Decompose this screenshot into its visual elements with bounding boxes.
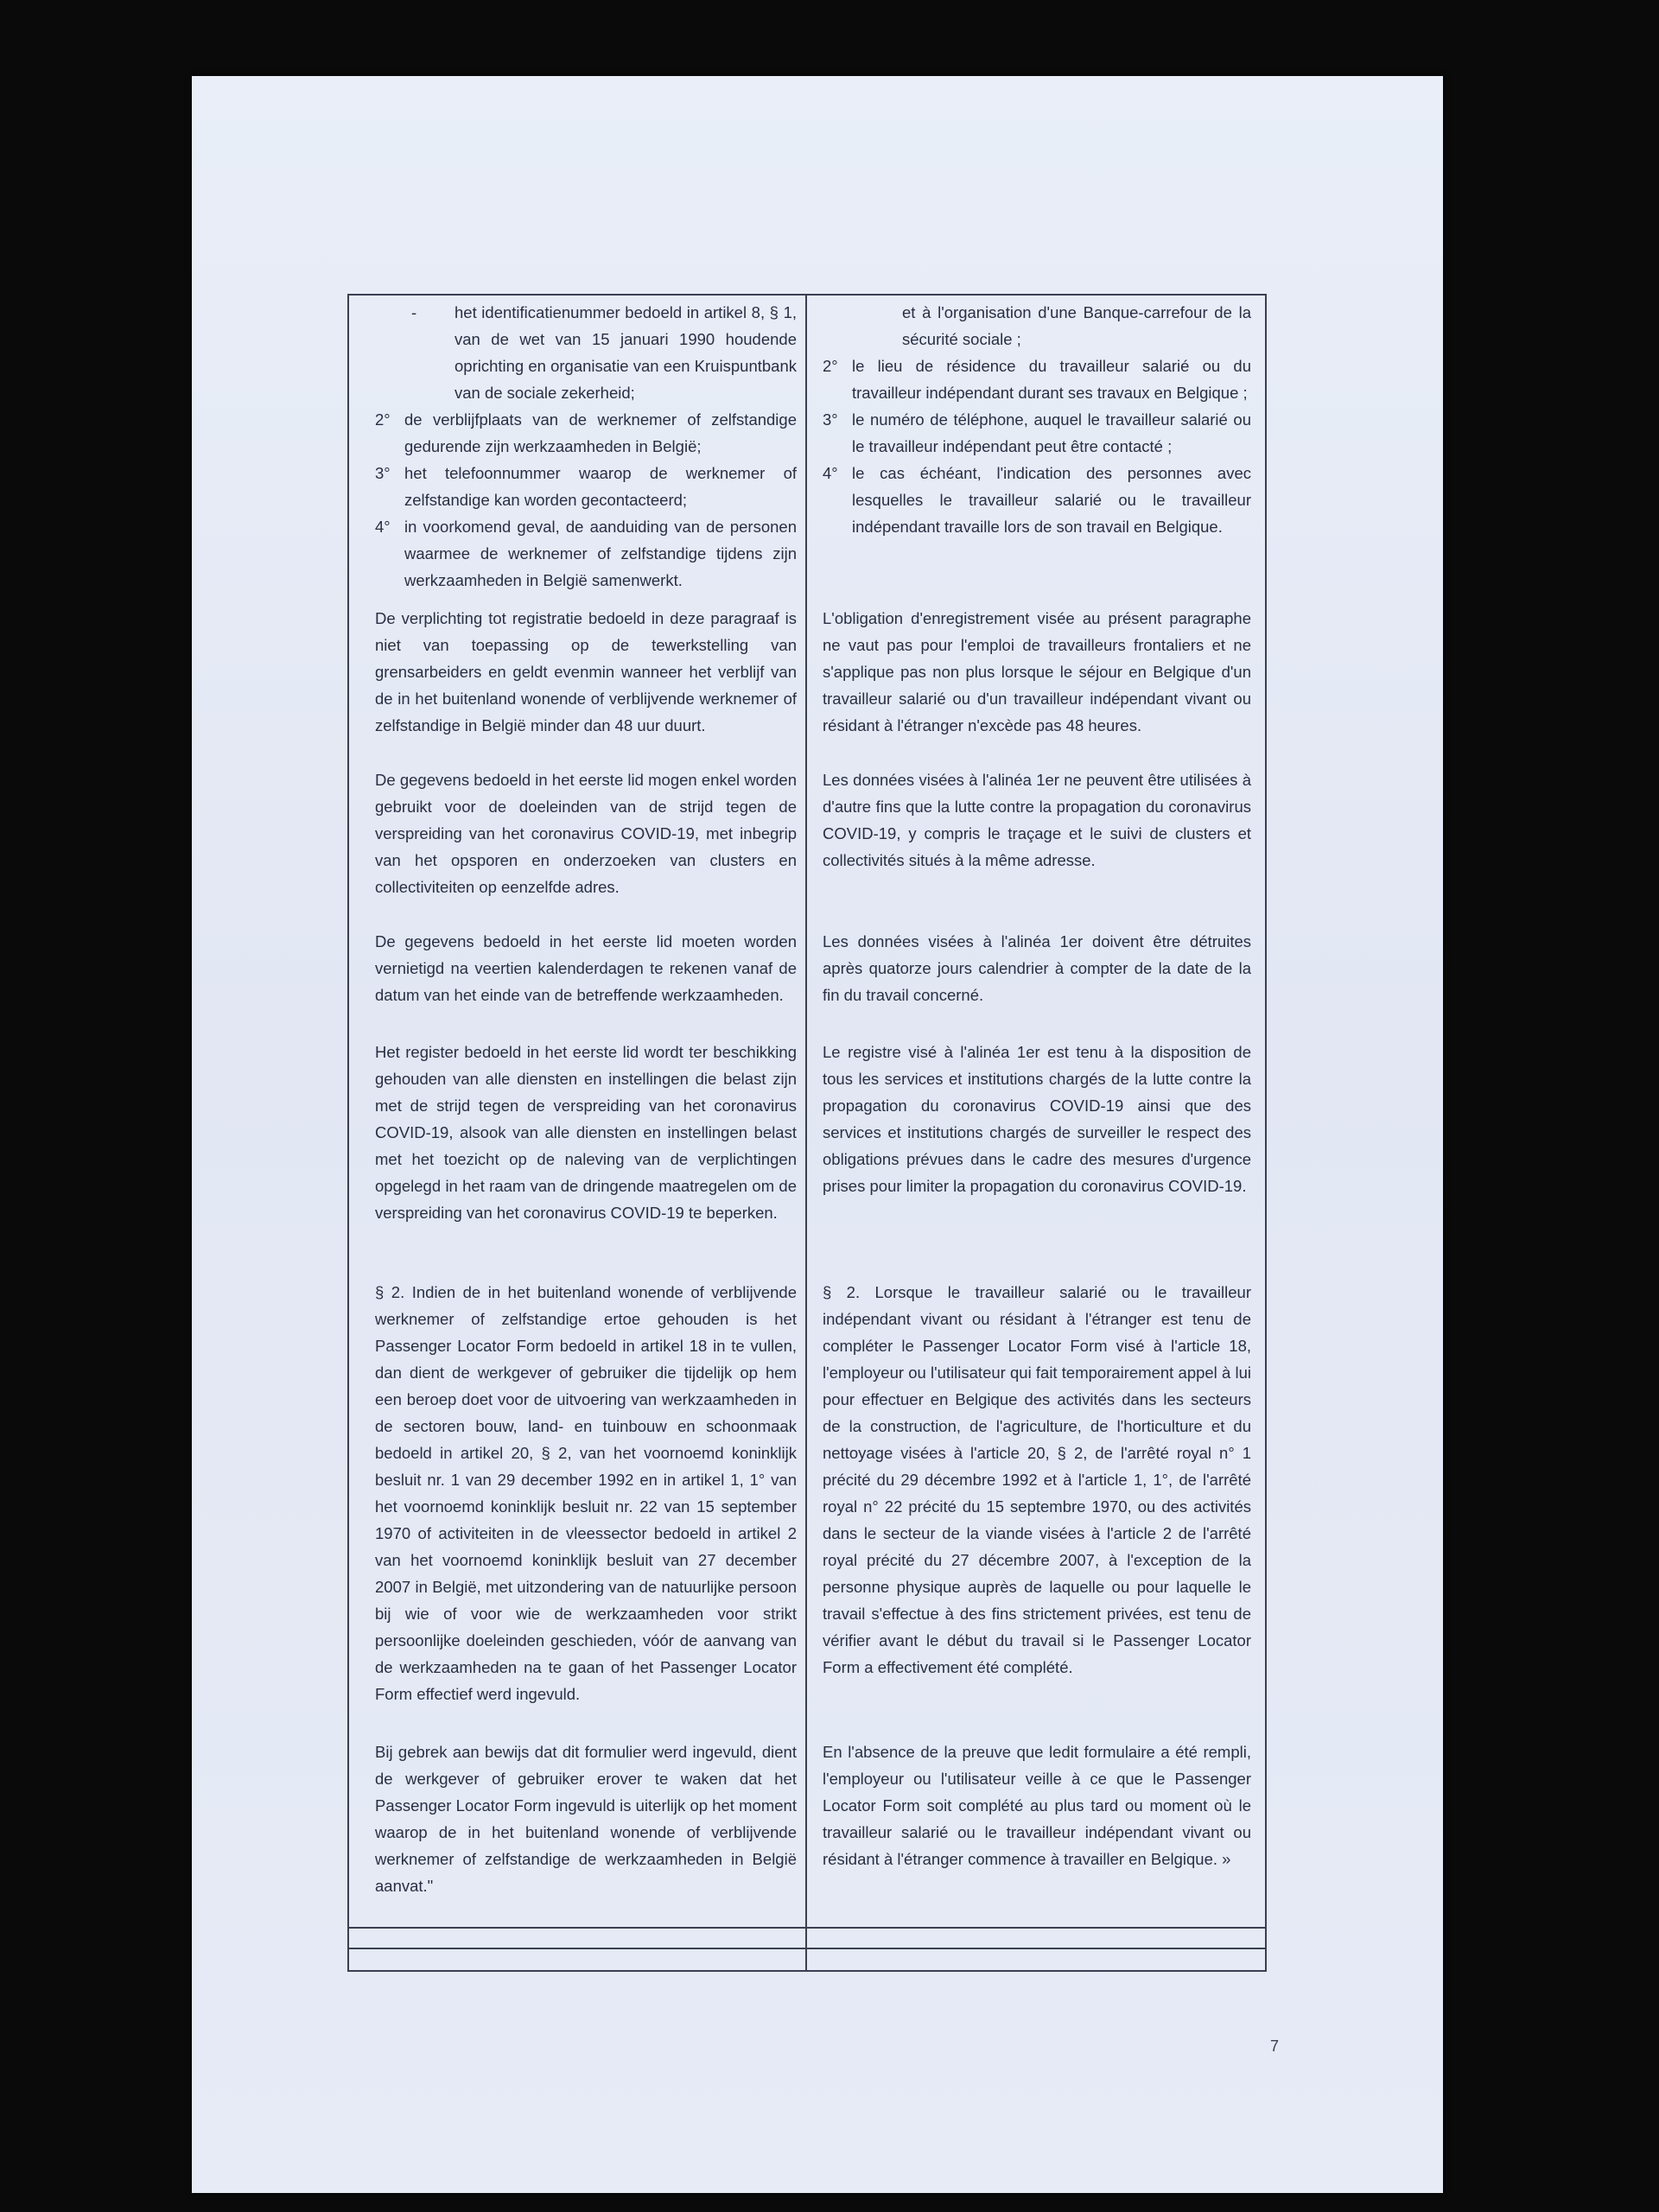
nl-paragraph: Bij gebrek aan bewijs dat dit formulier werd ingevuld, dient de werkgever of gebruiker erover te waken dat het Passenger Locator Form ingevuld is uiterlijk op het moment waarop de in het buitenland wonende of verblijvende werknemer of zelfstandige de werkzaamheden in België aanvat." <box>375 1743 797 1895</box>
list-item <box>375 406 797 460</box>
nl-paragraph: De gegevens bedoeld in het eerste lid mogen enkel worden gebruikt voor de doeleinden van de strijd tegen de verspreiding van het coronavirus COVID-19, met inbegrip van het opsporen en onderzoeken van clusters en collectiviteiten op eenzelfde adres. <box>375 771 797 896</box>
list-item-text: le lieu de résidence du travailleur salarié ou du travailleur indépendant durant ses travaux en Belgique ; <box>852 357 1251 402</box>
fr-paragraph: En l'absence de la preuve que ledit formulaire a été rempli, l'employeur ou l'utilisateur veille à ce que le Passenger Locator Form soit complété au plus tard ou moment où le travailleur salarié ou le travailleur indépendant vivant ou résidant à l'étranger commence à travailler en Belgique. » <box>823 1743 1251 1868</box>
list-item <box>375 460 797 513</box>
list-item-text: in voorkomend geval, de aanduiding van de personen waarmee de werknemer of zelfstandige tijdens zijn werkzaamheden in België samenwerkt. <box>404 518 797 589</box>
page-number: 7 <box>1270 2037 1280 2055</box>
list-item-text: le cas échéant, l'indication des personnes avec lesquelles le travailleur salarié ou le travailleur indépendant travaille lors de son travail en Belgique. <box>852 464 1251 536</box>
list-item-continuation: et à l'organisation d'une Banque-carrefour de la sécurité sociale ; <box>902 303 1251 348</box>
fr-list <box>823 299 1251 540</box>
list-number: 2° <box>375 410 391 429</box>
list-number: 4° <box>823 464 838 482</box>
nl-paragraph: De verplichting tot registratie bedoeld in deze paragraaf is niet van toepassing op de tewerkstelling van grensarbeiders en geldt evenmin wanneer het verblijf van de in het buitenland wonende of verblijvende werknemer of zelfstandige in België minder dan 48 uur duurt. <box>375 609 797 734</box>
row-divider <box>349 1927 1265 1929</box>
row-divider <box>349 1948 1265 1949</box>
fr-paragraph: Les données visées à l'alinéa 1er doivent être détruites après quatorze jours calendrier à compter de la date de la fin du travail concerné. <box>823 932 1251 1004</box>
list-item <box>375 299 797 406</box>
nl-paragraph: De gegevens bedoeld in het eerste lid moeten worden vernietigd na veertien kalenderdagen te rekenen vanaf de datum van het einde van de betreffende werkzaamheden. <box>375 932 797 1004</box>
list-item <box>823 353 1251 406</box>
list-item-text: le numéro de téléphone, auquel le travailleur salarié ou le travailleur indépendant peut être contacté ; <box>852 410 1251 455</box>
list-item-text: het telefoonnummer waarop de werknemer of zelfstandige kan worden gecontacteerd; <box>404 464 797 509</box>
fr-paragraph: L'obligation d'enregistrement visée au présent paragraphe ne vaut pas pour l'emploi de travailleurs frontaliers et ne s'applique pas non plus lorsque le séjour en Belgique d'un travailleur salarié ou d'un travailleur indépendant vivant ou résidant à l'étranger n'excède pas 48 heures. <box>823 609 1251 734</box>
column-divider <box>805 296 807 1970</box>
list-number: 2° <box>823 357 838 375</box>
bilingual-table <box>347 294 1267 1972</box>
list-number: 3° <box>375 464 391 482</box>
fr-paragraph: § 2. Lorsque le travailleur salarié ou le travailleur indépendant vivant ou résidant à l'étranger est tenu de compléter le Passenger Locator Form visé à l'article 18, l'employeur ou l'utilisateur qui fait temporairement appel à lui pour effectuer en Belgique des activités dans les secteurs de la construction, de l'agriculture, de l'horticulture et du nettoyage visées à l'article 20, § 2, de l'arrêté royal n° 1 précité du 29 décembre 1992 et à l'article 1, 1°, de l'arrêté royal n° 22 précité du 15 septembre 1970, ou des activités dans le secteur de la viande visées à l'article 2 de l'arrêté royal précité du 27 décembre 2007, à l'exception de la personne physique auprès de laquelle ou pour laquelle le travail s'effectue à des fins strictement privées, est tenu de vérifier avant le début du travail si le Passenger Locator Form a effectivement été complété. <box>823 1283 1251 1676</box>
nl-paragraph: § 2. Indien de in het buitenland wonende of verblijvende werknemer of zelfstandige ertoe gehouden is het Passenger Locator Form bedoeld in artikel 18 in te vullen, dan dient de werkgever of gebruiker die tijdelijk op hem een beroep doet voor de uitvoering van werkzaamheden in de sectoren bouw, land- en tuinbouw en schoonmaak bedoeld in artikel 20, § 2, van het voornoemd koninklijk besluit nr. 1 van 29 december 1992 en in artikel 1, 1° van het voornoemd koninklijk besluit nr. 22 van 15 september 1970 of activiteiten in de vleessector bedoeld in artikel 2 van het voornoemd koninklijk besluit van 27 december 2007 in België, met uitzondering van de natuurlijke persoon bij wie of voor wie de werkzaamheden voor strikt persoonlijke doeleinden geschieden, vóór de aanvang van de werkzaamheden na te gaan of het Passenger Locator Form effectief werd ingevuld. <box>375 1283 797 1703</box>
document-page <box>192 76 1443 2193</box>
fr-paragraph: Le registre visé à l'alinéa 1er est tenu à la disposition de tous les services et institutions chargés de la lutte contre la propagation du coronavirus COVID-19 ainsi que des services et institutions chargés de surveiller le respect des obligations prévues dans le cadre des mesures d'urgence prises pour limiter la propagation du coronavirus COVID-19. <box>823 1043 1251 1195</box>
list-item-text: het identificatienummer bedoeld in artikel 8, § 1, van de wet van 15 januari 1990 houdende oprichting en organisatie van een Kruispuntbank van de sociale zekerheid; <box>454 303 797 402</box>
list-marker: - <box>411 303 417 321</box>
list-item-text: de verblijfplaats van de werknemer of zelfstandige gedurende zijn werkzaamheden in België; <box>404 410 797 455</box>
list-number: 3° <box>823 410 838 429</box>
fr-paragraph: Les données visées à l'alinéa 1er ne peuvent être utilisées à d'autre fins que la lutte contre la propagation du coronavirus COVID-19, y compris le traçage et le suivi de clusters et collectivités situés à la même adresse. <box>823 771 1251 869</box>
nl-paragraph: Het register bedoeld in het eerste lid wordt ter beschikking gehouden van alle diensten en instellingen die belast zijn met de strijd tegen de verspreiding van het coronavirus COVID-19, alsook van alle diensten en instellingen belast met het toezicht op de naleving van de verplichtingen opgelegd in het raam van de dringende maatregelen om de verspreiding van het coronavirus COVID-19 te beperken. <box>375 1043 797 1222</box>
list-item <box>375 513 797 594</box>
list-number: 4° <box>375 518 391 536</box>
list-item <box>823 460 1251 540</box>
list-item <box>823 406 1251 460</box>
nl-list <box>375 299 797 594</box>
